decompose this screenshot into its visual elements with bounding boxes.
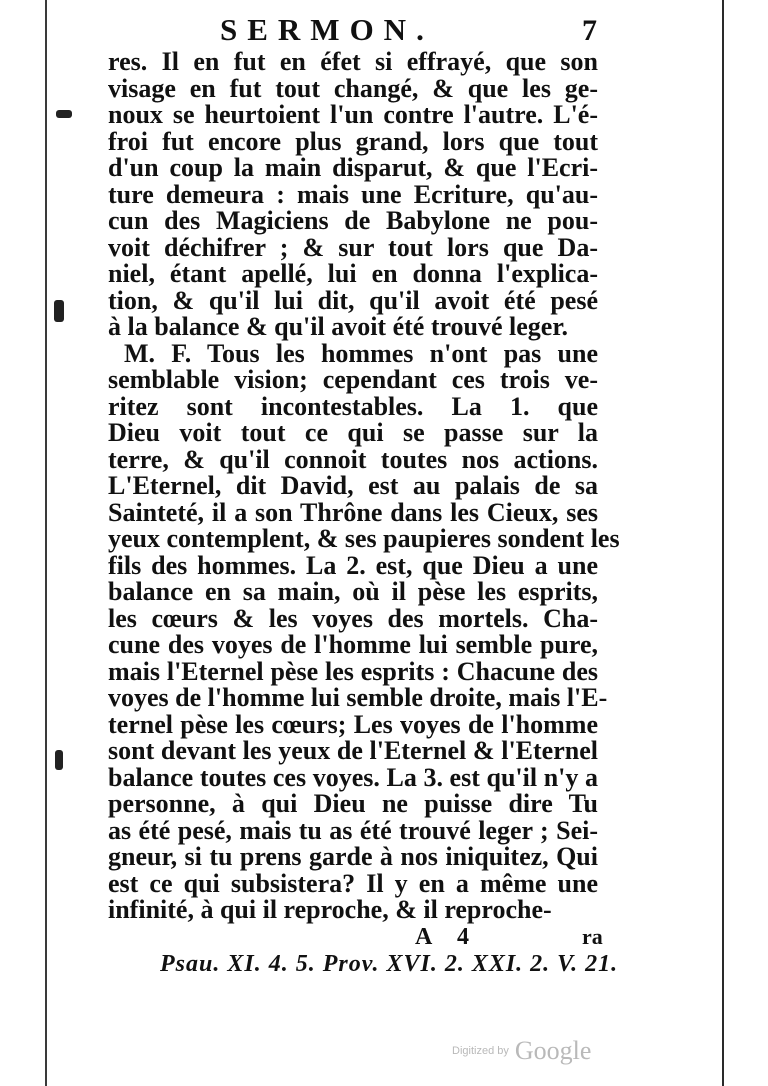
text-line: balance en sa main, où il pèse les esprits, xyxy=(108,577,598,606)
catchword: ra xyxy=(582,924,603,949)
google-logo: Google xyxy=(514,1036,592,1065)
ink-blot xyxy=(55,750,63,770)
text-line: ternel pèse les cœurs; Les voyes de l'homme xyxy=(108,709,598,739)
text-line: froi fut encore plus grand, lors que tout xyxy=(108,126,598,156)
running-head: SERMON. xyxy=(220,12,434,47)
text-line: cun des Magiciens de Babylone ne pou- xyxy=(108,206,598,235)
text-line: cune des voyes de l'homme lui semble pure, xyxy=(108,630,598,659)
text-line: mais l'Eternel pèse les esprits : Chacune des xyxy=(108,656,598,686)
text-line: res. Il en fut en éfet si effrayé, que son xyxy=(108,47,598,76)
text-line: personne, à qui Dieu ne puisse dire Tu xyxy=(108,789,598,818)
text-line: gneur, si tu prens garde à nos iniquitez, Qui xyxy=(108,842,598,871)
page-left-edge xyxy=(45,0,47,1086)
text-line: balance toutes ces voyes. La 3. est qu'il n'y a xyxy=(108,762,598,792)
signature-mark: A 4 xyxy=(415,924,480,950)
text-line: M. F. Tous les hommes n'ont pas une xyxy=(124,338,598,368)
text-line: niel, étant apellé, lui en donna l'explica- xyxy=(108,259,598,288)
footnote-references: Psau. XI. 4. 5. Prov. XVI. 2. XXI. 2. V. 21. xyxy=(160,951,619,977)
page-right-edge xyxy=(722,0,724,1086)
text-line: ritez sont incontestables. La 1. que xyxy=(108,391,598,421)
ink-blot xyxy=(54,300,64,322)
text-line: voit déchifrer ; & sur tout lors que Da- xyxy=(108,232,598,262)
digitized-watermark xyxy=(452,1036,591,1066)
text-line: ture demeura : mais une Ecriture, qu'au- xyxy=(108,179,598,209)
body-text xyxy=(108,47,620,924)
text-line: tion, & qu'il lui dit, qu'il avoit été pesé xyxy=(108,285,598,315)
text-line: L'Eternel, dit David, est au palais de sa xyxy=(108,471,598,500)
text-line: noux se heurtoient l'un contre l'autre. L'é- xyxy=(108,100,598,129)
text-line: semblable vision; cependant ces trois ve- xyxy=(108,365,598,394)
page-header xyxy=(100,8,605,48)
text-line: yeux contemplent, & ses paupieres sondent les xyxy=(108,524,620,553)
text-line: infinité, à qui il reproche, & il reproche- xyxy=(108,895,552,924)
ink-blot xyxy=(56,110,72,118)
text-line: d'un coup la main disparut, & que l'Ecri- xyxy=(108,153,598,182)
text-line: visage en fut tout changé, & que les ge- xyxy=(108,73,598,103)
text-line: Sainteté, il a son Thrône dans les Cieux, ses xyxy=(108,497,598,527)
page-number: 7 xyxy=(582,14,597,47)
text-line: as été pesé, mais tu as été trouvé leger ; Sei- xyxy=(108,815,598,845)
text-line: sont devant les yeux de l'Eternel & l'Eternel xyxy=(108,736,598,765)
text-line: fils des hommes. La 2. est, que Dieu a une xyxy=(108,550,598,580)
text-line: est ce qui subsistera? Il y en a même une xyxy=(108,868,598,898)
watermark-prefix: Digitized by xyxy=(452,1045,509,1057)
text-line: les cœurs & les voyes des mortels. Cha- xyxy=(108,603,598,633)
text-line: voyes de l'homme lui semble droite, mais l'E- xyxy=(108,683,608,712)
text-line: terre, & qu'il connoit toutes nos actions. xyxy=(108,444,598,474)
text-line: Dieu voit tout ce qui se passe sur la xyxy=(108,418,598,447)
text-line: à la balance & qu'il avoit été trouvé leger. xyxy=(108,312,569,341)
